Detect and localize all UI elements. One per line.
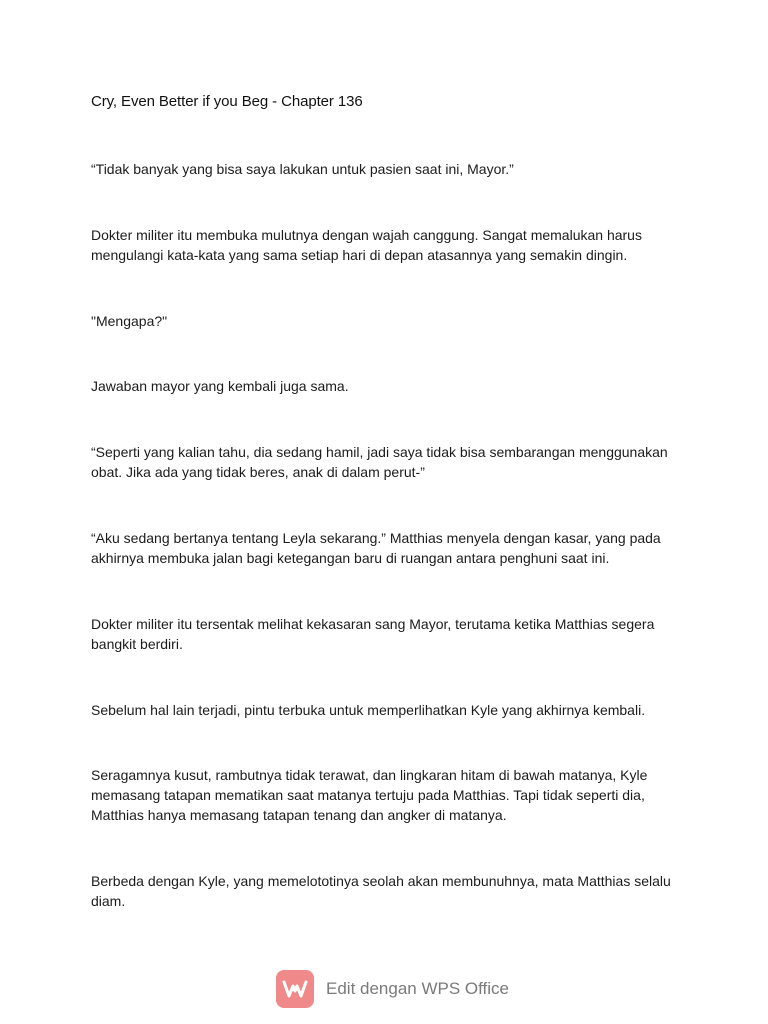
- edit-with-wps-label: Edit dengan WPS Office: [326, 979, 510, 998]
- edit-with-wps-link[interactable]: [276, 968, 509, 1010]
- paragraph: "Mengapa?": [91, 313, 168, 329]
- wps-office-logo-icon: [276, 970, 314, 1008]
- paragraph: Dokter militer itu membuka mulutnya dengan wajah canggung. Sangat memalukan harus mengulangi kata-kata yang sama setiap hari di depan atasannya yang semakin dingin.: [91, 227, 642, 263]
- paragraph: “Aku sedang bertanya tentang Leyla sekarang.” Matthias menyela dengan kasar, yang pada akhirnya membuka jalan bagi ketegangan baru di ruangan antara penghuni saat ini.: [91, 530, 661, 566]
- paragraph: Jawaban mayor yang kembali juga sama.: [91, 378, 349, 394]
- paragraph: “Tidak banyak yang bisa saya lakukan untuk pasien saat ini, Mayor.”: [91, 161, 514, 177]
- paragraph: Sebelum hal lain terjadi, pintu terbuka untuk memperlihatkan Kyle yang akhirnya kembali.: [91, 702, 646, 718]
- document-title: Cry, Even Better if you Beg - Chapter 136: [91, 93, 363, 110]
- paragraph: Seragamnya kusut, rambutnya tidak terawat, dan lingkaran hitam di bawah matanya, Kyle memasang tatapan mematikan saat matanya tertuju pada Matthias. Tapi tidak seperti dia, Matthias hanya memasang tatapan tenang dan angker di matanya.: [91, 767, 648, 823]
- paragraph: Berbeda dengan Kyle, yang memelototinya seolah akan membunuhnya, mata Matthias selalu diam.: [91, 873, 671, 909]
- paragraph: Dokter militer itu tersentak melihat kekasaran sang Mayor, terutama ketika Matthias segera bangkit berdiri.: [91, 616, 655, 652]
- paragraph: “Seperti yang kalian tahu, dia sedang hamil, jadi saya tidak bisa sembarangan menggunakan obat. Jika ada yang tidak beres, anak di dalam perut-”: [91, 444, 668, 480]
